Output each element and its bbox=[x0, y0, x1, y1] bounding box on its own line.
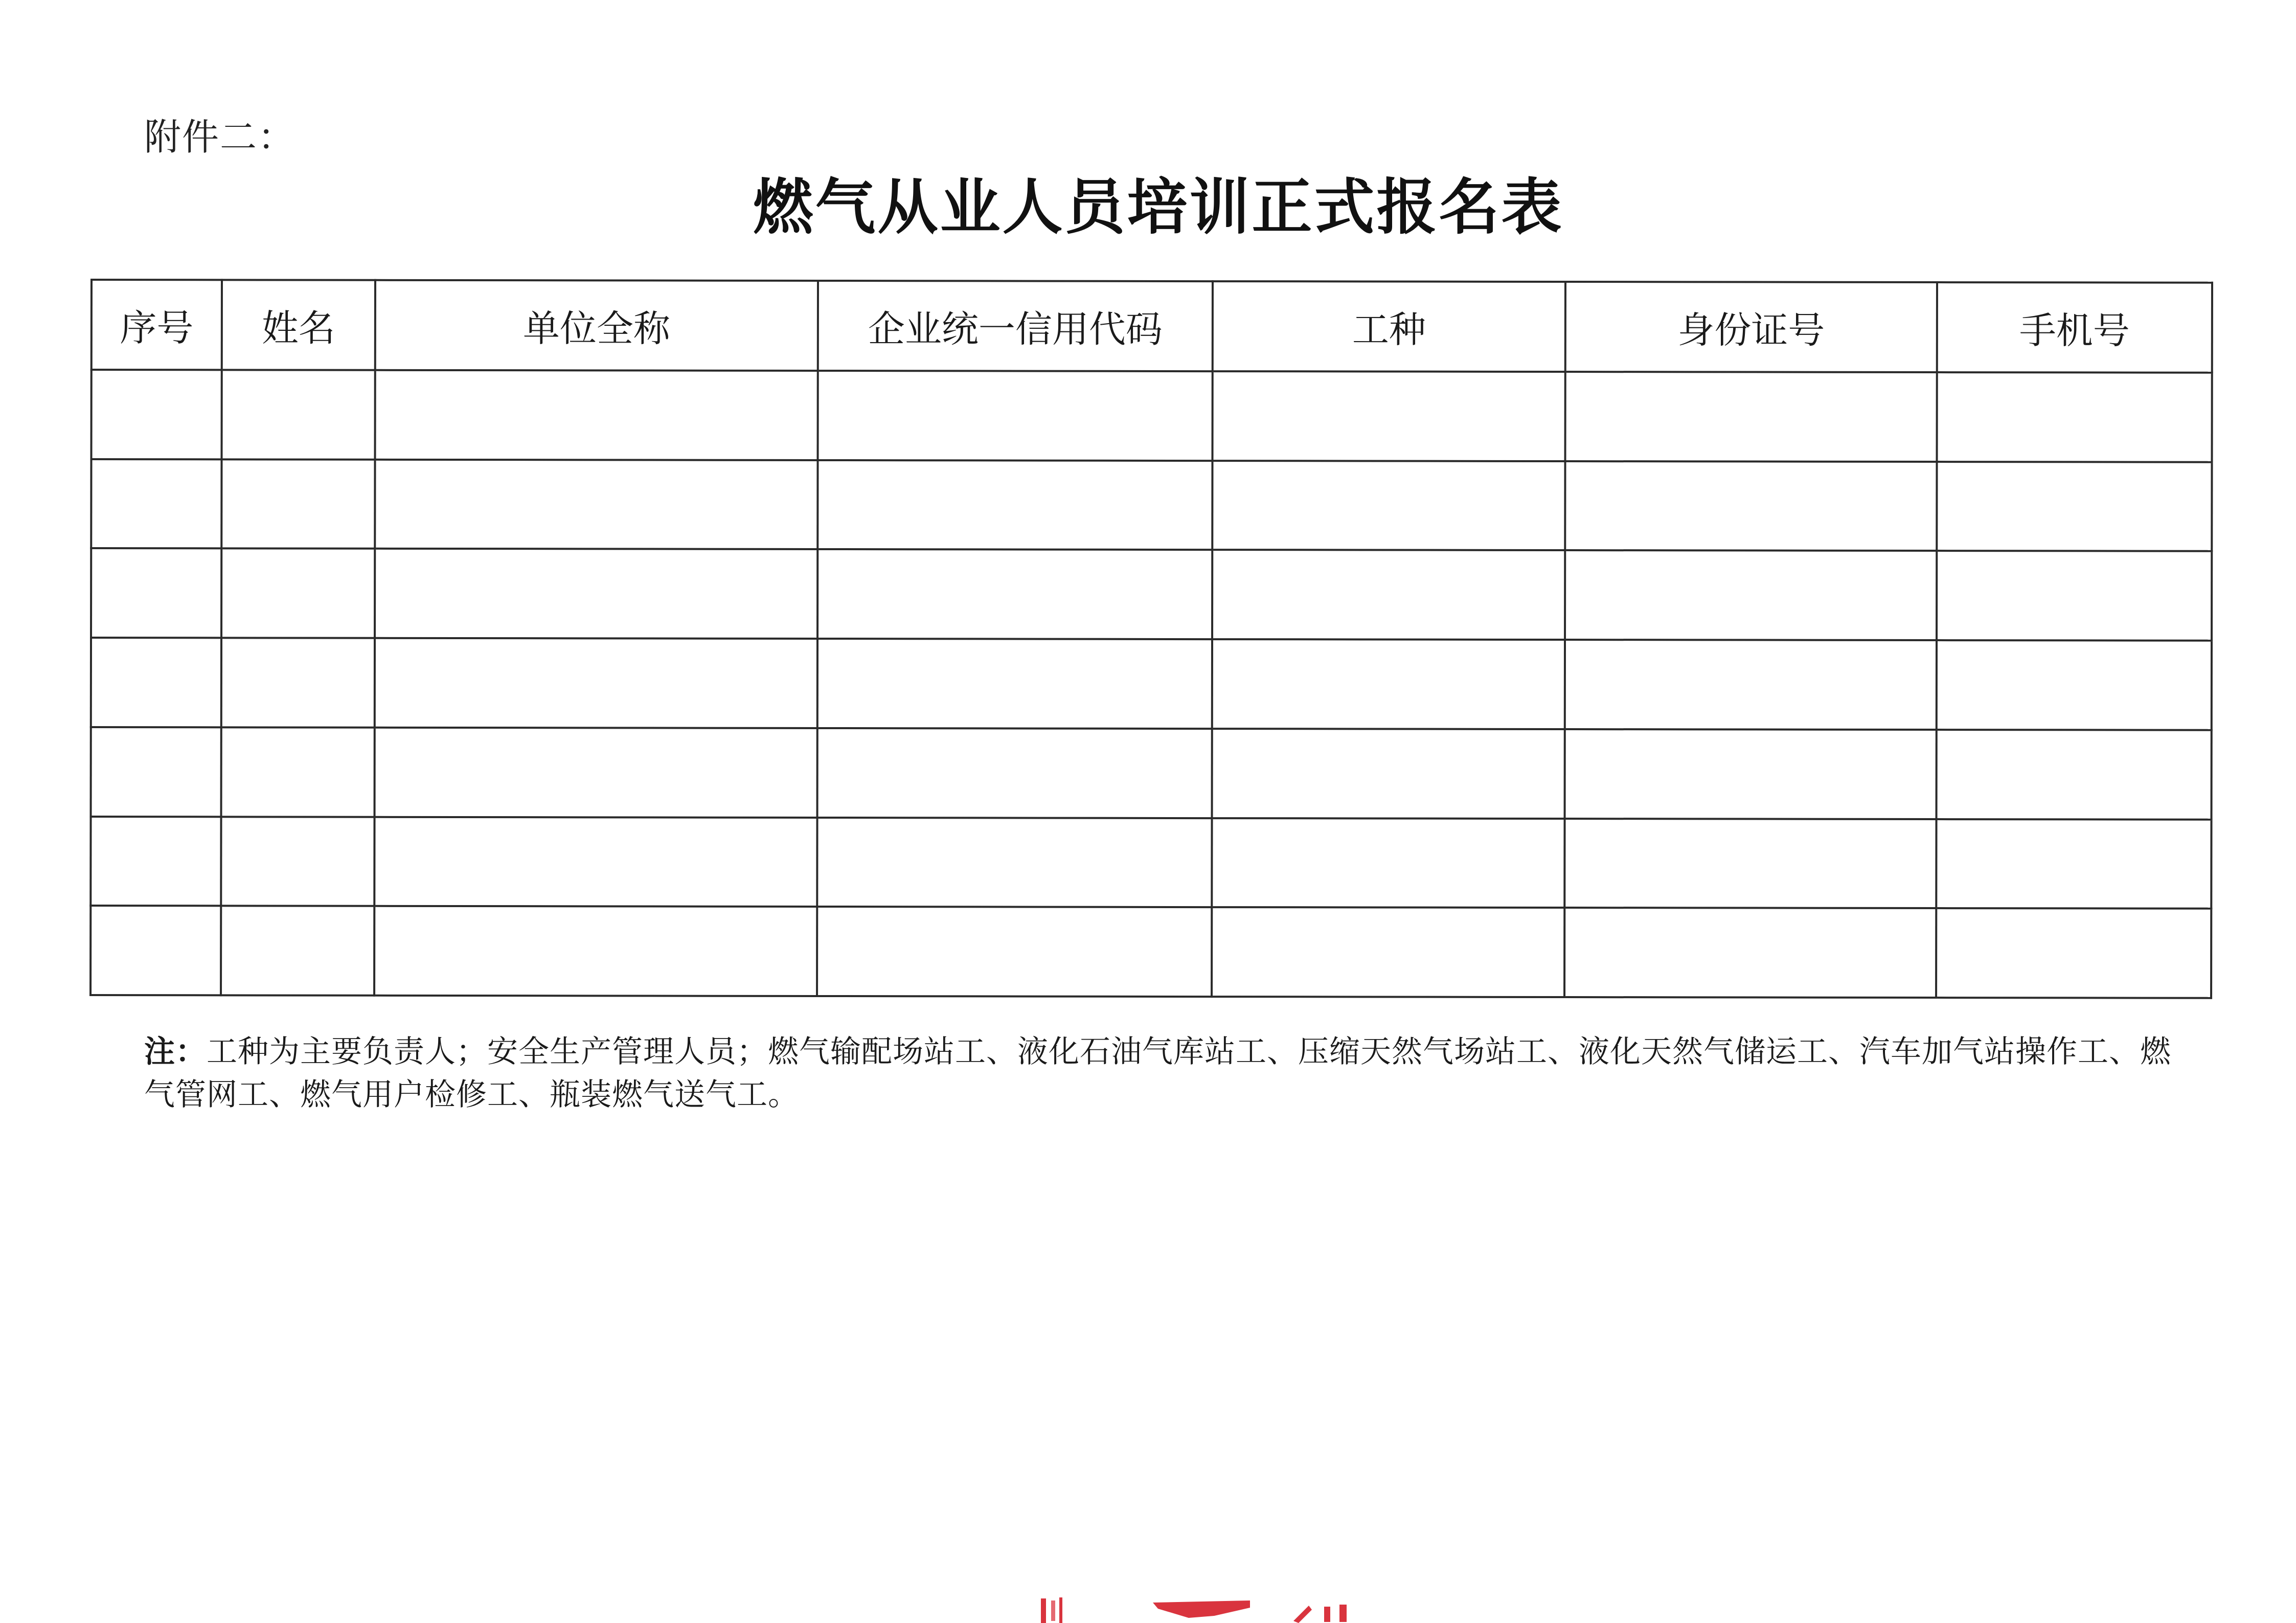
column-header-credit-code: 企业统一信用代码 bbox=[818, 281, 1213, 371]
cell-job-type[interactable] bbox=[1212, 907, 1564, 997]
cell-phone[interactable] bbox=[1937, 372, 2212, 462]
cell-index[interactable] bbox=[91, 548, 221, 638]
table-header-row bbox=[92, 280, 2212, 373]
cell-credit-code[interactable] bbox=[817, 549, 1212, 639]
registration-table bbox=[89, 279, 2213, 999]
cell-name[interactable] bbox=[221, 638, 375, 727]
cell-credit-code[interactable] bbox=[817, 907, 1212, 997]
note-text: 工种为主要负责人；安全生产管理人员；燃气输配场站工、液化石油气库站工、压缩天然气场站工、液化天然气储运工、汽车加气站操作工、燃气管网工、燃气用户检修工、瓶装燃气送气工。 bbox=[144, 1034, 2171, 1113]
cell-index[interactable] bbox=[91, 459, 221, 549]
cell-phone[interactable] bbox=[1936, 819, 2211, 909]
column-header-phone: 手机号 bbox=[1937, 282, 2212, 373]
cell-id-number[interactable] bbox=[1565, 550, 1937, 640]
table-note bbox=[144, 1030, 2174, 1116]
page-title: 燃气从业人员培训正式报名表 bbox=[753, 171, 1564, 242]
cell-phone[interactable] bbox=[1937, 640, 2212, 730]
note-prefix: 注： bbox=[144, 1034, 207, 1070]
red-stamp-mark-icon bbox=[1288, 1595, 1365, 1623]
cell-job-type[interactable] bbox=[1212, 729, 1565, 819]
cell-job-type[interactable] bbox=[1213, 371, 1565, 461]
cell-credit-code[interactable] bbox=[818, 371, 1213, 461]
column-header-name: 姓名 bbox=[222, 280, 375, 370]
cell-job-type[interactable] bbox=[1212, 550, 1565, 640]
red-stamp-fragment-icon bbox=[1038, 1595, 1074, 1623]
cell-index[interactable] bbox=[92, 370, 222, 459]
cell-id-number[interactable] bbox=[1565, 729, 1937, 819]
cell-index[interactable] bbox=[91, 638, 221, 727]
cell-phone[interactable] bbox=[1937, 551, 2212, 640]
cell-index[interactable] bbox=[90, 817, 221, 906]
cell-credit-code[interactable] bbox=[817, 460, 1212, 550]
cell-unit[interactable] bbox=[374, 906, 817, 996]
table-body bbox=[90, 370, 2212, 998]
cell-id-number[interactable] bbox=[1565, 461, 1937, 551]
cell-name[interactable] bbox=[221, 727, 375, 817]
cell-index[interactable] bbox=[91, 727, 221, 817]
cell-index[interactable] bbox=[90, 906, 221, 995]
cell-phone[interactable] bbox=[1937, 730, 2212, 819]
cell-name[interactable] bbox=[222, 370, 375, 459]
cell-name[interactable] bbox=[221, 459, 375, 549]
table-row bbox=[90, 906, 2211, 998]
cell-id-number[interactable] bbox=[1565, 640, 1937, 730]
cell-id-number[interactable] bbox=[1564, 819, 1936, 909]
cell-unit[interactable] bbox=[375, 638, 817, 728]
cell-job-type[interactable] bbox=[1212, 461, 1565, 551]
cell-credit-code[interactable] bbox=[817, 639, 1212, 729]
column-header-job-type: 工种 bbox=[1213, 281, 1565, 372]
table-row bbox=[91, 548, 2212, 640]
cell-name[interactable] bbox=[221, 906, 374, 996]
cell-unit[interactable] bbox=[375, 728, 817, 818]
column-header-unit: 单位全称 bbox=[375, 280, 818, 371]
cell-phone[interactable] bbox=[1936, 908, 2211, 998]
cell-credit-code[interactable] bbox=[817, 728, 1212, 818]
table-row bbox=[90, 817, 2211, 909]
cell-credit-code[interactable] bbox=[817, 818, 1212, 908]
cell-unit[interactable] bbox=[374, 817, 817, 907]
cell-unit[interactable] bbox=[375, 459, 817, 549]
cell-id-number[interactable] bbox=[1565, 372, 1937, 462]
table-row bbox=[92, 370, 2212, 462]
attachment-label: 附件二： bbox=[144, 116, 296, 159]
table-row bbox=[91, 459, 2212, 551]
table-row bbox=[91, 727, 2212, 819]
column-header-id-number: 身份证号 bbox=[1565, 282, 1937, 372]
cell-name[interactable] bbox=[221, 549, 375, 638]
cell-job-type[interactable] bbox=[1212, 818, 1564, 908]
red-stamp-arc-icon bbox=[1153, 1595, 1250, 1623]
table-row bbox=[91, 638, 2212, 730]
cell-job-type[interactable] bbox=[1212, 639, 1565, 729]
cell-unit[interactable] bbox=[375, 549, 817, 639]
cell-id-number[interactable] bbox=[1564, 908, 1936, 998]
cell-name[interactable] bbox=[221, 817, 374, 906]
cell-phone[interactable] bbox=[1937, 462, 2212, 551]
column-header-index: 序号 bbox=[92, 280, 222, 370]
cell-unit[interactable] bbox=[375, 370, 818, 460]
